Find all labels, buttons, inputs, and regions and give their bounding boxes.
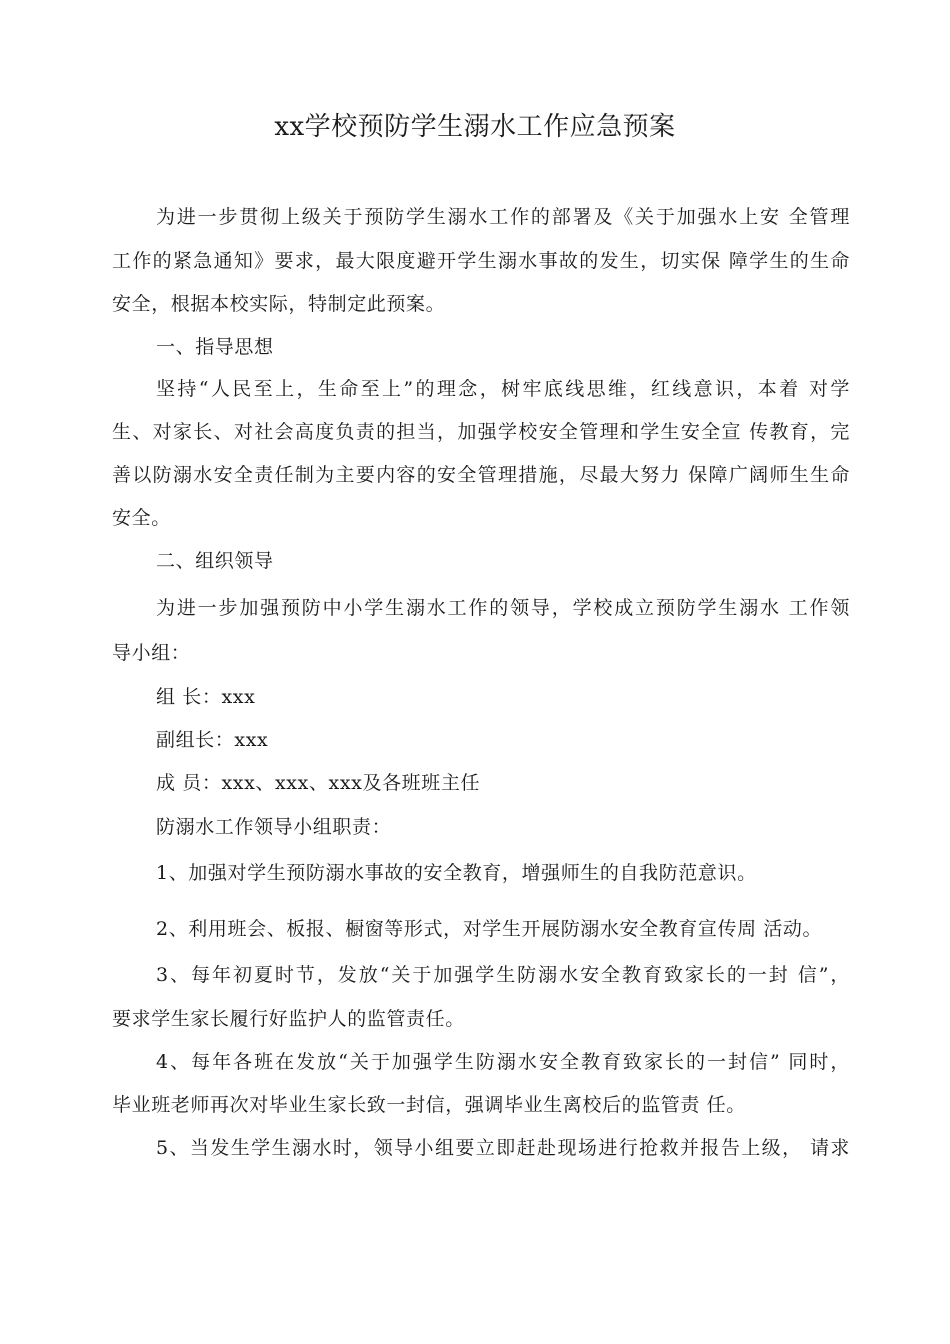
section-heading: 二、组织领导 bbox=[156, 550, 274, 572]
list-item: 4、每年各班在发放“关于加强学生防溺水安全教育致家长的一封信” 同时， bbox=[156, 1051, 850, 1073]
list-item: 3、每年初夏时节，发放“关于加强学生防溺水安全教育致家长的一封 信”， bbox=[156, 964, 850, 986]
list-item: 1、加强对学生预防溺水事故的安全教育，增强师生的自我防范意识。 bbox=[156, 862, 757, 884]
document-title: xx学校预防学生溺水工作应急预案 bbox=[274, 112, 676, 142]
leader-line: 组 长：xxx bbox=[156, 686, 256, 708]
paragraph-line: 安全。 bbox=[112, 507, 171, 529]
list-item: 2、利用班会、板报、橱窗等形式，对学生开展防溺水安全教育宣传周 活动。 bbox=[156, 918, 823, 940]
paragraph-line: 为进一步加强预防中小学生溺水工作的领导，学校成立预防学生溺水 工作领 bbox=[156, 597, 850, 619]
paragraph-line: 生、对家长、对社会高度负责的担当，加强学校安全管理和学生安全宣 传教育，完 bbox=[112, 421, 850, 443]
paragraph-line: 坚持“人民至上，生命至上”的理念，树牢底线思维，红线意识，本着 对学 bbox=[156, 378, 850, 400]
paragraph-line: 善以防溺水安全责任制为主要内容的安全管理措施，尽最大努力 保障广阔师生生命 bbox=[112, 464, 850, 486]
list-item-continuation: 要求学生家长履行好监护人的监管责任。 bbox=[112, 1008, 465, 1030]
deputy-leader-line: 副组长：xxx bbox=[156, 729, 269, 751]
section-heading: 一、指导思想 bbox=[156, 336, 274, 358]
paragraph-line: 导小组： bbox=[112, 642, 191, 664]
paragraph-line: 为进一步贯彻上级关于预防学生溺水工作的部署及《关于加强水上安 全管理 bbox=[156, 206, 850, 228]
paragraph-line: 安全，根据本校实际，特制定此预案。 bbox=[112, 293, 446, 315]
members-line: 成 员：xxx、xxx、xxx及各班班主任 bbox=[156, 772, 481, 794]
list-item-continuation: 毕业班老师再次对毕业生家长致一封信，强调毕业生离校后的监管责 任。 bbox=[112, 1094, 746, 1116]
paragraph-line: 工作的紧急通知》要求，最大限度避开学生溺水事故的发生，切实保 障学生的生命 bbox=[112, 250, 850, 272]
duties-heading: 防溺水工作领导小组职责： bbox=[156, 816, 392, 838]
list-item: 5、当发生学生溺水时，领导小组要立即赶赴现场进行抢救并报告上级， 请求 bbox=[156, 1137, 850, 1159]
